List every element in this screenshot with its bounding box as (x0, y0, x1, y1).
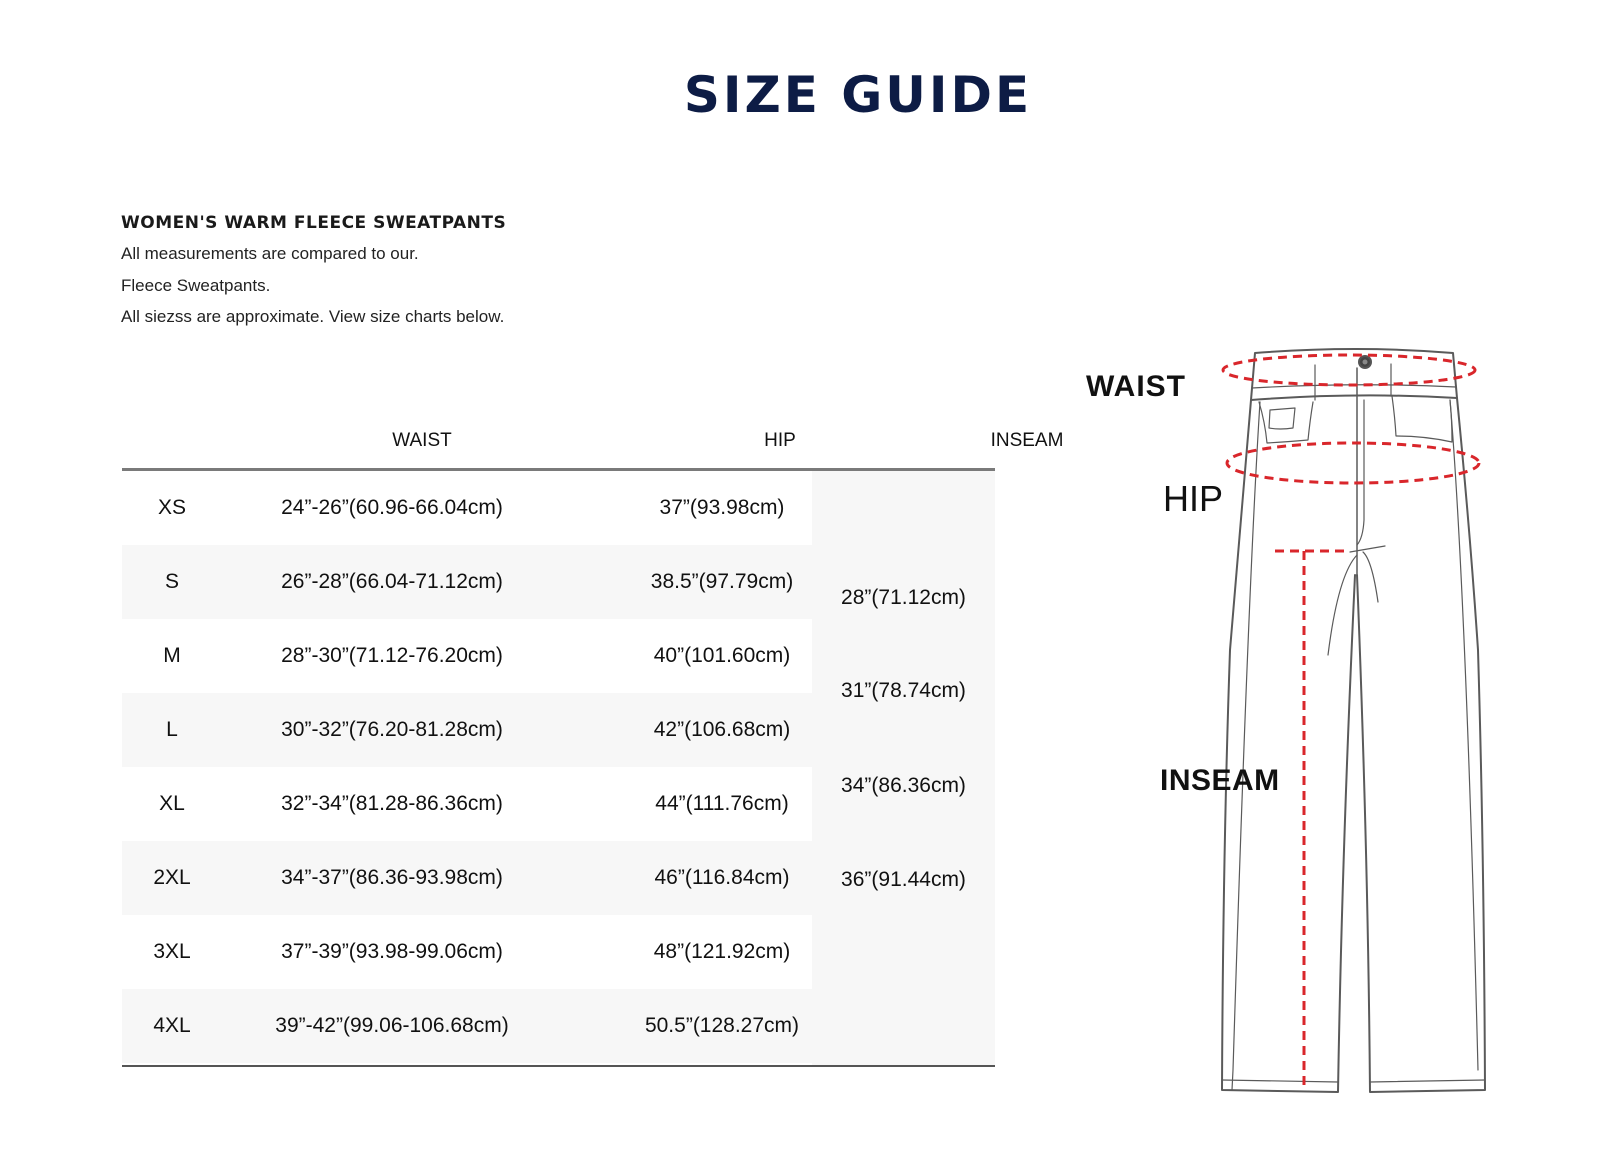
table-row (122, 989, 812, 1063)
waist-cell: 34”-37”(86.36-93.98cm) (281, 866, 503, 889)
waist-button-center (1363, 360, 1368, 365)
hip-cell: 42”(106.68cm) (653, 718, 791, 741)
pants-diagram (1080, 330, 1520, 1100)
size-cell: XS (157, 496, 186, 519)
waist-cell: 28”-30”(71.12-76.20cm) (281, 644, 503, 667)
hip-measure-line (1227, 443, 1479, 483)
waist-cell: 39”-42”(99.06-106.68cm) (275, 1014, 509, 1037)
page-title: SIZE GUIDE (683, 66, 1033, 124)
right-pocket (1392, 396, 1452, 442)
right-hem (1370, 1080, 1485, 1082)
size-cell: 3XL (153, 940, 191, 963)
description-line-2: Fleece Sweatpants. (121, 276, 271, 295)
size-cell: 4XL (153, 1014, 191, 1037)
description-line-3: All siezss are approximate. View size charts below. (121, 307, 505, 326)
table-row (122, 619, 812, 693)
diagram-label-inseam: INSEAM (1160, 764, 1280, 797)
table-row (122, 767, 812, 841)
right-leg-outline (1357, 398, 1485, 1092)
waist-cell: 24”-26”(60.96-66.04cm) (281, 496, 503, 519)
size-cell: L (166, 718, 178, 741)
left-coin-pocket (1269, 408, 1295, 429)
header-hip: HIP (764, 430, 796, 451)
size-cell: 2XL (153, 866, 191, 889)
table-row (122, 915, 812, 989)
hip-cell: 48”(121.92cm) (653, 940, 791, 963)
hip-cell: 44”(111.76cm) (655, 792, 789, 815)
hip-cell: 50.5”(128.27cm) (644, 1014, 800, 1037)
table-header (122, 420, 1064, 468)
hip-cell: 40”(101.60cm) (653, 644, 791, 667)
header-inseam: INSEAM (990, 430, 1064, 451)
description-line-1: All measurements are compared to our. (121, 244, 419, 263)
fly-stitch (1357, 400, 1364, 545)
inseam-value: 36”(91.44cm) (841, 868, 966, 891)
inseam-value: 28”(71.12cm) (841, 586, 966, 609)
diagram-label-waist: WAIST (1086, 370, 1186, 403)
size-cell: M (163, 644, 181, 667)
left-hem (1222, 1080, 1338, 1082)
crotch-wrinkle (1363, 552, 1378, 602)
table-row (122, 841, 812, 915)
right-leg-inner-seam (1450, 400, 1478, 1070)
header-waist: WAIST (392, 430, 452, 451)
product-name: WOMEN'S WARM FLEECE SWEATPANTS (121, 213, 507, 233)
inseam-column (812, 471, 995, 1067)
inseam-value: 34”(86.36cm) (841, 774, 966, 797)
diagram-label-hip: HIP (1163, 478, 1224, 519)
table-row (122, 545, 812, 619)
table-row (122, 693, 812, 767)
hip-cell: 38.5”(97.79cm) (650, 570, 794, 593)
waist-cell: 26”-28”(66.04-71.12cm) (281, 570, 503, 593)
waist-cell: 32”-34”(81.28-86.36cm) (281, 792, 503, 815)
size-cell: S (164, 570, 179, 593)
left-leg-inner-seam (1232, 402, 1260, 1090)
waist-cell: 37”-39”(93.98-99.06cm) (281, 940, 503, 963)
left-leg-outline (1222, 400, 1355, 1092)
waist-cell: 30”-32”(76.20-81.28cm) (281, 718, 503, 741)
crotch-wrinkle (1350, 546, 1385, 552)
table-bottom-divider (122, 1065, 995, 1067)
hip-cell: 46”(116.84cm) (654, 866, 790, 889)
inseam-value: 31”(78.74cm) (841, 679, 966, 702)
hip-cell: 37”(93.98cm) (659, 496, 785, 519)
waist-measure-line (1223, 355, 1475, 385)
table-row (122, 471, 812, 545)
size-cell: XL (159, 792, 185, 815)
